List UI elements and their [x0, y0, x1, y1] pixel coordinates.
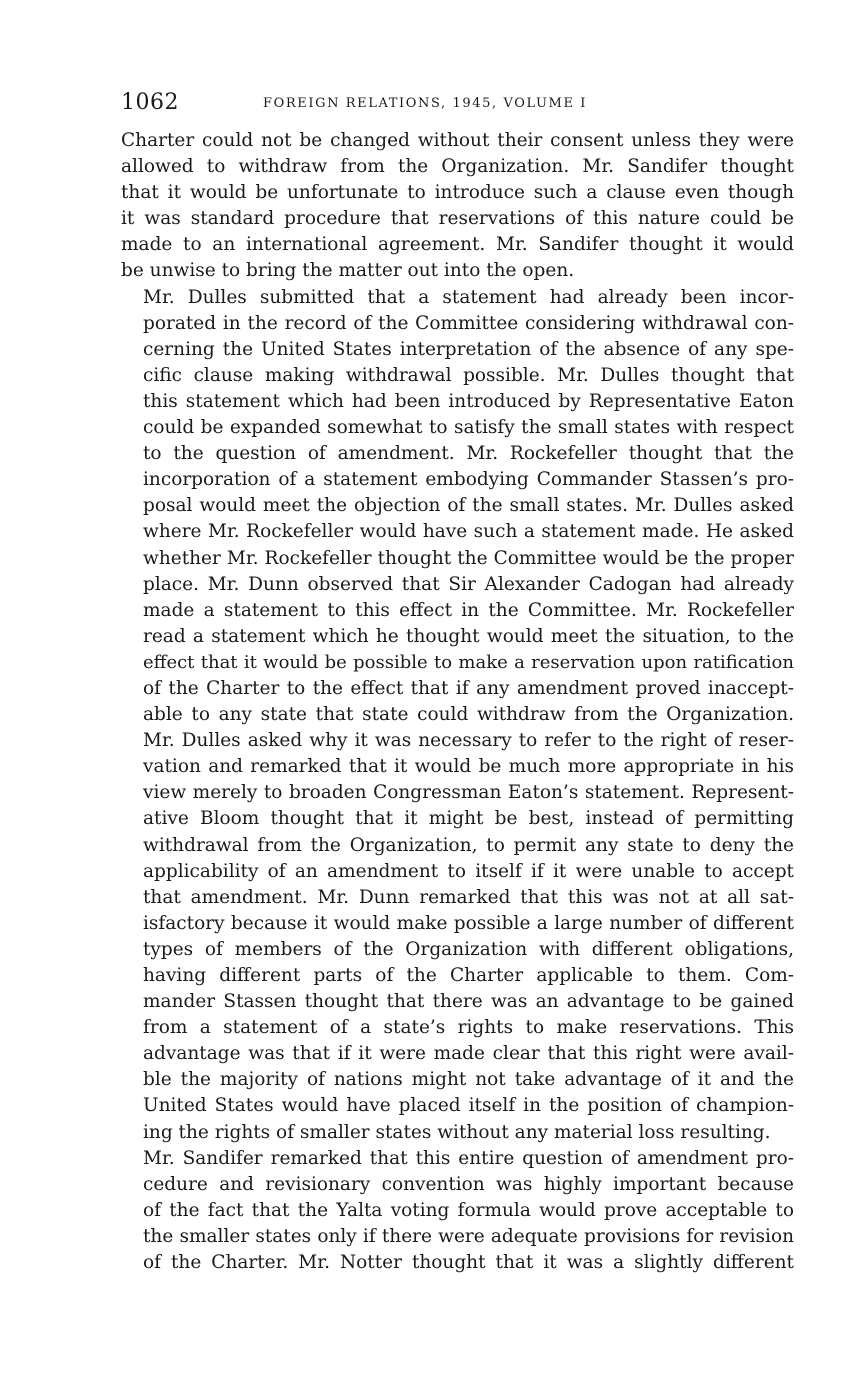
text-line: Mr. Dulles asked why it was necessary to refer to the right of reser- [143, 730, 794, 752]
document-page [121, 88, 794, 1276]
text-line: effect that it would be possible to make a reservation upon ratification [143, 651, 794, 673]
text-line: could be expanded somewhat to satisfy the small states with respect [143, 417, 794, 439]
text-line: made a statement to this effect in the Committee. Mr. Rockefeller [143, 599, 794, 621]
running-head [121, 88, 794, 122]
text-line: isfactory because it would make possible a large number of different [143, 912, 794, 934]
text-line: the smaller states only if there were adequate provisions for revision [143, 1225, 794, 1247]
text-line: having different parts of the Charter applicable to them. Com- [143, 965, 794, 986]
text-line: this statement which had been introduced by Representative Eaton [143, 390, 794, 412]
running-title: FOREIGN RELATIONS, 1945, VOLUME I [263, 96, 588, 111]
text-line: be unwise to bring the matter out into the open. [121, 260, 575, 282]
text-line: ing the rights of smaller states without any material loss resulting. [143, 1121, 771, 1143]
text-line: Charter could not be changed without their consent unless they were [121, 130, 794, 151]
text-line: vation and remarked that it would be much more appropriate in his [143, 756, 794, 778]
text-line: whether Mr. Rockefeller thought the Committee would be the proper [143, 547, 794, 569]
text-line: advantage was that if it were made clear that this right were avail- [143, 1043, 794, 1065]
text-line: able to any state that state could withdraw from the Organization. [143, 704, 794, 726]
text-line: where Mr. Rockefeller would have such a statement made. He asked [143, 521, 794, 543]
text-line: to the question of amendment. Mr. Rockefeller thought that the [143, 443, 794, 465]
text-line: made to an international agreement. Mr. Sandifer thought it would [121, 234, 794, 256]
page-number: 1062 [121, 90, 179, 115]
text-line: mander Stassen thought that there was an advantage to be gained [143, 991, 794, 1013]
text-line: ative Bloom thought that it might be best, instead of permitting [143, 808, 794, 830]
text-line: from a statement of a state’s rights to make reservations. This [143, 1017, 794, 1039]
text-line: allowed to withdraw from the Organization. Mr. Sandifer thought [121, 156, 794, 178]
paragraph-2 [121, 285, 794, 1146]
paragraph-1 [121, 128, 794, 285]
text-line: it was standard procedure that reservations of this nature could be [121, 208, 794, 230]
text-line: ble the majority of nations might not take advantage of it and the [143, 1069, 794, 1091]
text-line: cedure and revisionary convention was highly important because [143, 1173, 794, 1195]
text-line: posal would meet the objection of the small states. Mr. Dulles asked [143, 495, 794, 517]
text-line: cific clause making withdrawal possible. Mr. Dulles thought that [143, 364, 794, 386]
text-line: applicability of an amendment to itself if it were unable to accept [143, 860, 794, 882]
paragraph-3 [121, 1146, 794, 1276]
text-line: of the Charter. Mr. Notter thought that it was a slightly different [143, 1252, 794, 1274]
text-line: porated in the record of the Committee considering withdrawal con- [143, 312, 794, 334]
text-line: of the Charter to the effect that if any amendment proved inaccept- [143, 677, 794, 699]
text-line: of the fact that the Yalta voting formula would prove acceptable to [143, 1199, 794, 1221]
text-line: view merely to broaden Congressman Eaton’s statement. Represent- [143, 782, 794, 804]
text-line: place. Mr. Dunn observed that Sir Alexander Cadogan had already [143, 573, 794, 595]
text-line: types of members of the Organization with different obligations, [143, 938, 794, 960]
text-line: Mr. Dulles submitted that a statement had already been incor- [143, 286, 794, 308]
text-line: Mr. Sandifer remarked that this entire question of amendment pro- [143, 1147, 794, 1169]
text-line: withdrawal from the Organization, to permit any state to deny the [143, 834, 794, 856]
text-line: read a statement which he thought would meet the situation, to the [143, 625, 794, 647]
text-line: cerning the United States interpretation of the absence of any spe- [143, 338, 794, 360]
text-line: that it would be unfortunate to introduce such a clause even though [121, 182, 794, 204]
text-line: United States would have placed itself in the position of champion- [143, 1095, 794, 1117]
text-line: incorporation of a statement embodying Commander Stassen’s pro- [143, 469, 794, 491]
text-line: that amendment. Mr. Dunn remarked that this was not at all sat- [143, 886, 794, 908]
